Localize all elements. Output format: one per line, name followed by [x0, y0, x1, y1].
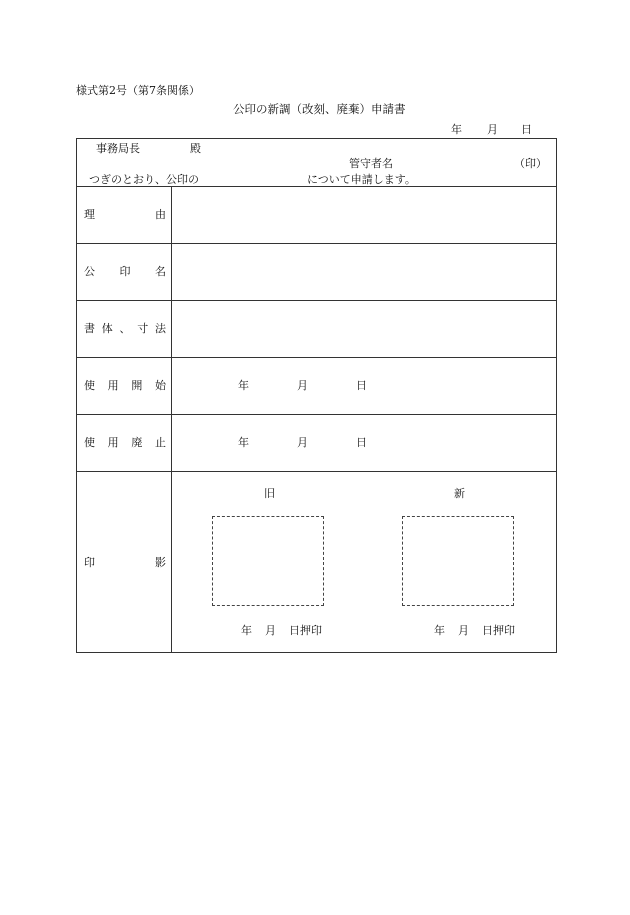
date-year: 年 [451, 123, 462, 136]
request-type-field[interactable] [217, 171, 305, 185]
label-char: 体 [101, 322, 113, 335]
label-char: 開 [131, 379, 143, 392]
addressee: 事務局長 [96, 142, 140, 155]
date-month: 月 [487, 123, 498, 136]
label-use-start [84, 380, 166, 391]
date-year: 年 [238, 436, 249, 449]
request-text-prefix: つぎのとおり、公印の [89, 173, 199, 186]
row-divider [77, 357, 556, 358]
row-divider [77, 243, 556, 244]
date-day: 日 [356, 436, 367, 449]
label-char: 印 [119, 265, 131, 278]
manager-label: 管守者名 [349, 157, 393, 170]
date-year: 年 [241, 624, 252, 637]
new-seal-impression-box[interactable] [402, 516, 514, 606]
label-char: 公 [84, 265, 95, 278]
label-seal-name [84, 266, 166, 277]
date-day: 日 [356, 379, 367, 392]
seal-mark: （印） [514, 157, 547, 170]
request-text-suffix: について申請します。 [307, 173, 416, 186]
old-seal-label: 旧 [264, 487, 275, 500]
label-char: 用 [107, 436, 119, 449]
date-month: 月 [297, 436, 308, 449]
row-divider [77, 186, 556, 187]
date-year: 年 [434, 624, 445, 637]
label-reason [84, 209, 166, 220]
date-month: 月 [297, 379, 308, 392]
seal-name-field[interactable] [173, 245, 556, 299]
application-form-table [76, 138, 557, 653]
label-char: 、 [119, 322, 131, 335]
date-day-stamped: 日押印 [289, 624, 322, 637]
form-title: 公印の新調（改刻、廃棄）申請書 [233, 102, 406, 116]
label-char: 始 [154, 379, 166, 392]
label-char: 使 [84, 379, 95, 392]
label-char: 書 [84, 322, 95, 335]
label-char: 寸 [137, 322, 149, 335]
date-year: 年 [238, 379, 249, 392]
date-day-stamped: 日押印 [482, 624, 515, 637]
old-seal-impression-box[interactable] [212, 516, 324, 606]
column-divider [171, 187, 172, 652]
label-typeface-size [84, 323, 166, 334]
label-char: 廃 [131, 436, 143, 449]
label-char: 用 [107, 379, 119, 392]
date-month: 月 [458, 624, 469, 637]
date-day: 日 [521, 123, 532, 136]
row-divider [77, 471, 556, 472]
label-char: 由 [155, 208, 166, 221]
new-seal-label: 新 [454, 487, 465, 500]
reason-field[interactable] [173, 188, 556, 242]
label-seal-impression [84, 557, 166, 568]
label-char: 理 [84, 208, 95, 221]
label-char: 止 [154, 436, 166, 449]
label-use-end [84, 437, 166, 448]
date-month: 月 [265, 624, 276, 637]
typeface-size-field[interactable] [173, 302, 556, 356]
label-char: 名 [155, 265, 166, 278]
honorific: 殿 [190, 142, 201, 155]
manager-name-field[interactable] [417, 155, 517, 169]
form-number: 様式第2号（第7条関係） [76, 84, 200, 97]
label-char: 印 [84, 556, 95, 569]
label-char: 法 [155, 322, 166, 335]
label-char: 使 [84, 436, 95, 449]
label-char: 影 [155, 556, 166, 569]
row-divider [77, 414, 556, 415]
row-divider [77, 300, 556, 301]
